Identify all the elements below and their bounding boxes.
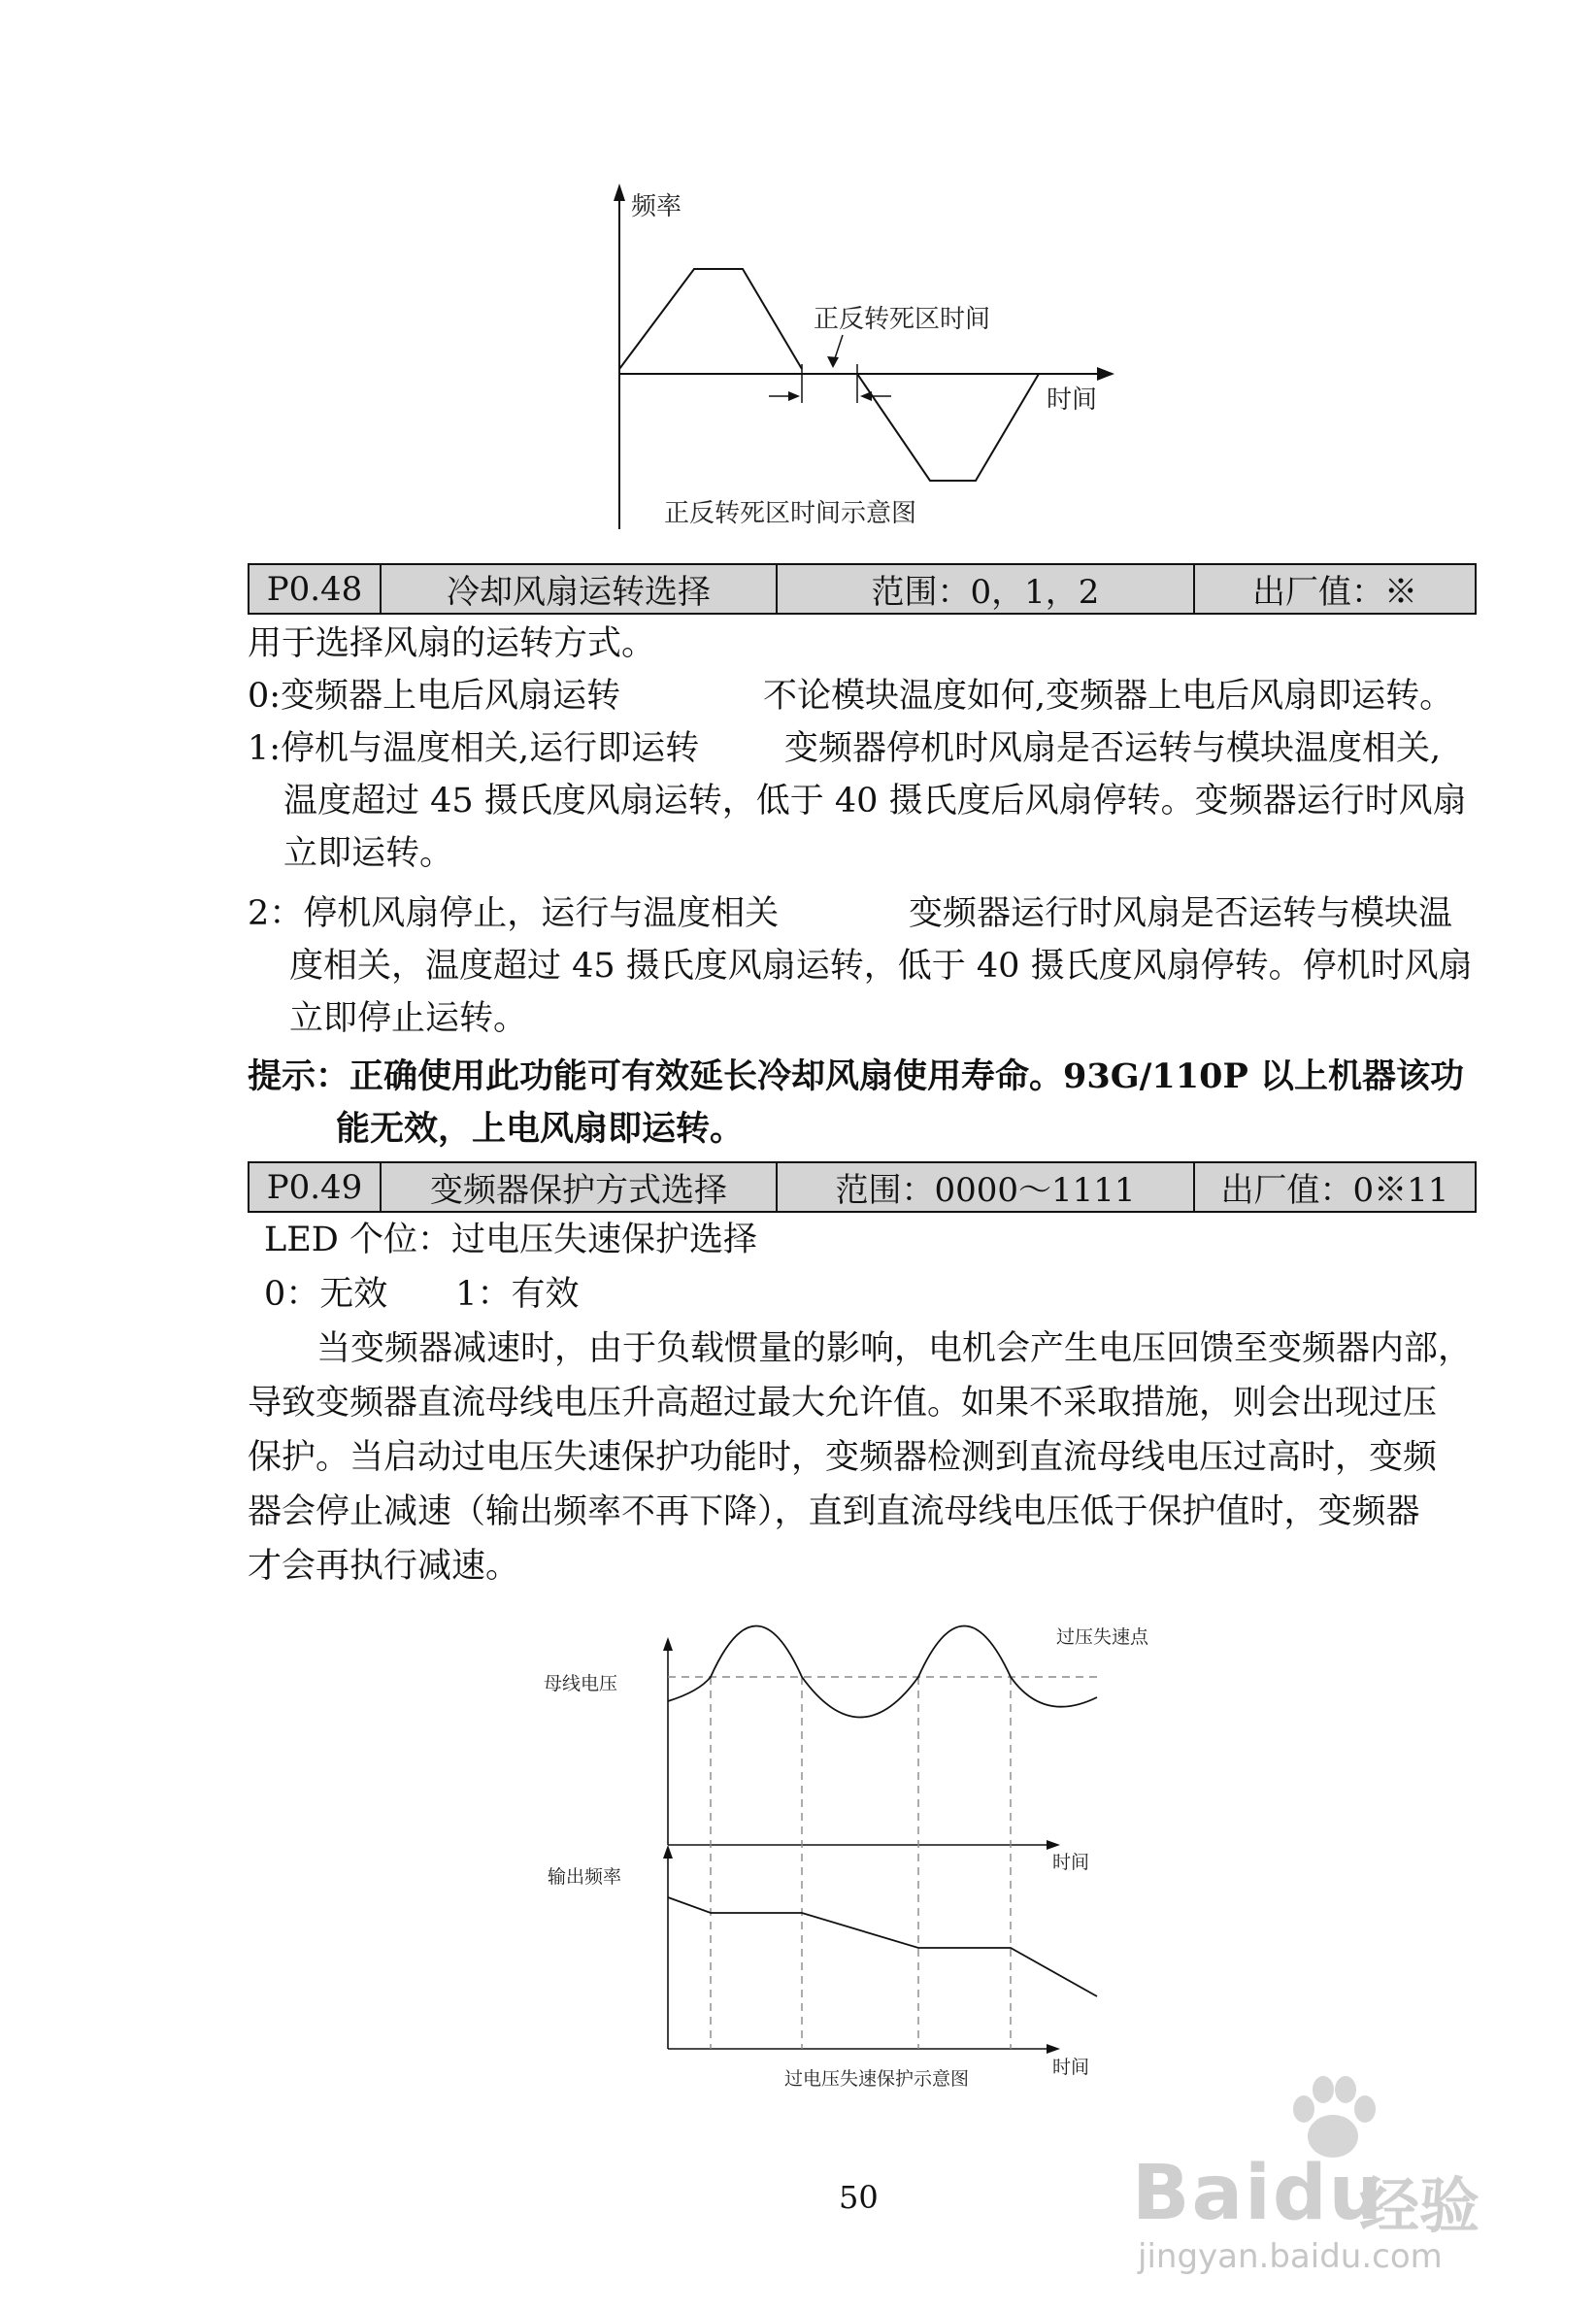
stall-point-label: 过压失速点 — [1056, 1626, 1149, 1648]
p049-led-title: LED 个位：过电压失速保护选择 — [264, 1221, 757, 1259]
p049-para-line2: 导致变频器直流母线电压升高超过最大允许值。如果不采取措施，则会出现过压 — [248, 1384, 1438, 1423]
watermark-brand: Baidu — [1132, 2150, 1385, 2237]
p048-option-0-desc: 不论模块温度如何,变频器上电后风扇即运转。 — [763, 677, 1454, 716]
y-axis-label: 频率 — [631, 192, 682, 221]
param-name: 冷却风扇运转选择 — [381, 564, 777, 614]
param-table-p049 — [248, 1161, 1477, 1213]
p048-tip-line2: 能无效，上电风扇即运转。 — [336, 1109, 745, 1149]
dead-zone-diagram — [582, 180, 1126, 539]
output-freq-label: 输出频率 — [548, 1866, 622, 1888]
param-table-p048 — [248, 563, 1477, 615]
bus-voltage-label: 母线电压 — [544, 1673, 618, 1694]
p048-option-1-desc: 变频器停机时风扇是否运转与模块温度相关, — [784, 729, 1442, 768]
watermark-cn: 经验 — [1359, 2170, 1480, 2241]
param-range: 范围：0000～1111 — [777, 1162, 1194, 1212]
figure-caption: 过电压失速保护示意图 — [784, 2068, 970, 2090]
p048-option-2-line3: 立即停止运转。 — [289, 999, 528, 1038]
time-label-upper: 时间 — [1052, 1852, 1090, 1873]
p049-para-line4: 器会停止减速（输出频率不再下降），直到直流母线电压低于保护值时，变频器 — [248, 1492, 1420, 1531]
p048-tip-line1: 提示：正确使用此功能可有效延长冷却风扇使用寿命。93G/110P 以上机器该功 — [248, 1056, 1464, 1096]
p049-options: 0：无效 1：有效 — [264, 1275, 580, 1314]
p049-para-line1: 当变频器减速时，由于负载惯量的影响，电机会产生电压回馈至变频器内部， — [316, 1329, 1473, 1368]
p048-intro: 用于选择风扇的运转方式。 — [248, 624, 656, 663]
param-default: 出厂值：※ — [1194, 564, 1476, 614]
p048-option-1-head: 1:停机与温度相关,运行即运转 — [248, 729, 700, 768]
time-label-lower: 时间 — [1052, 2057, 1090, 2078]
p048-option-1-line2: 温度超过 45 摄氏度风扇运转，低于 40 摄氏度后风扇停转。变频器运行时风扇 — [283, 782, 1467, 821]
dead-zone-annotation: 正反转死区时间 — [814, 305, 991, 334]
overvoltage-stall-diagram — [544, 1612, 1204, 2107]
p049-para-line3: 保护。当启动过电压失速保护功能时，变频器检测到直流母线电压过高时，变频 — [248, 1438, 1438, 1477]
page-number: 50 — [839, 2179, 879, 2216]
p048-option-1-line3: 立即运转。 — [283, 834, 454, 873]
param-default: 出厂值：0※11 — [1194, 1162, 1476, 1212]
param-code: P0.48 — [249, 564, 381, 614]
param-code: P0.49 — [249, 1162, 381, 1212]
p048-option-2-desc: 变频器运行时风扇是否运转与模块温 — [909, 894, 1453, 933]
p048-option-0-head: 0:变频器上电后风扇运转 — [248, 677, 621, 716]
param-name: 变频器保护方式选择 — [381, 1162, 777, 1212]
p048-option-2-line2: 度相关，温度超过 45 摄氏度风扇运转，低于 40 摄氏度风扇停转。停机时风扇 — [289, 947, 1473, 986]
watermark-url: jingyan.baidu.com — [1138, 2237, 1443, 2276]
figure-caption: 正反转死区时间示意图 — [664, 499, 917, 528]
p048-option-2-head: 2：停机风扇停止，运行与温度相关 — [248, 894, 780, 933]
p049-para-line5: 才会再执行减速。 — [248, 1547, 520, 1586]
param-range: 范围：0，1，2 — [777, 564, 1194, 614]
x-axis-label: 时间 — [1047, 385, 1098, 415]
